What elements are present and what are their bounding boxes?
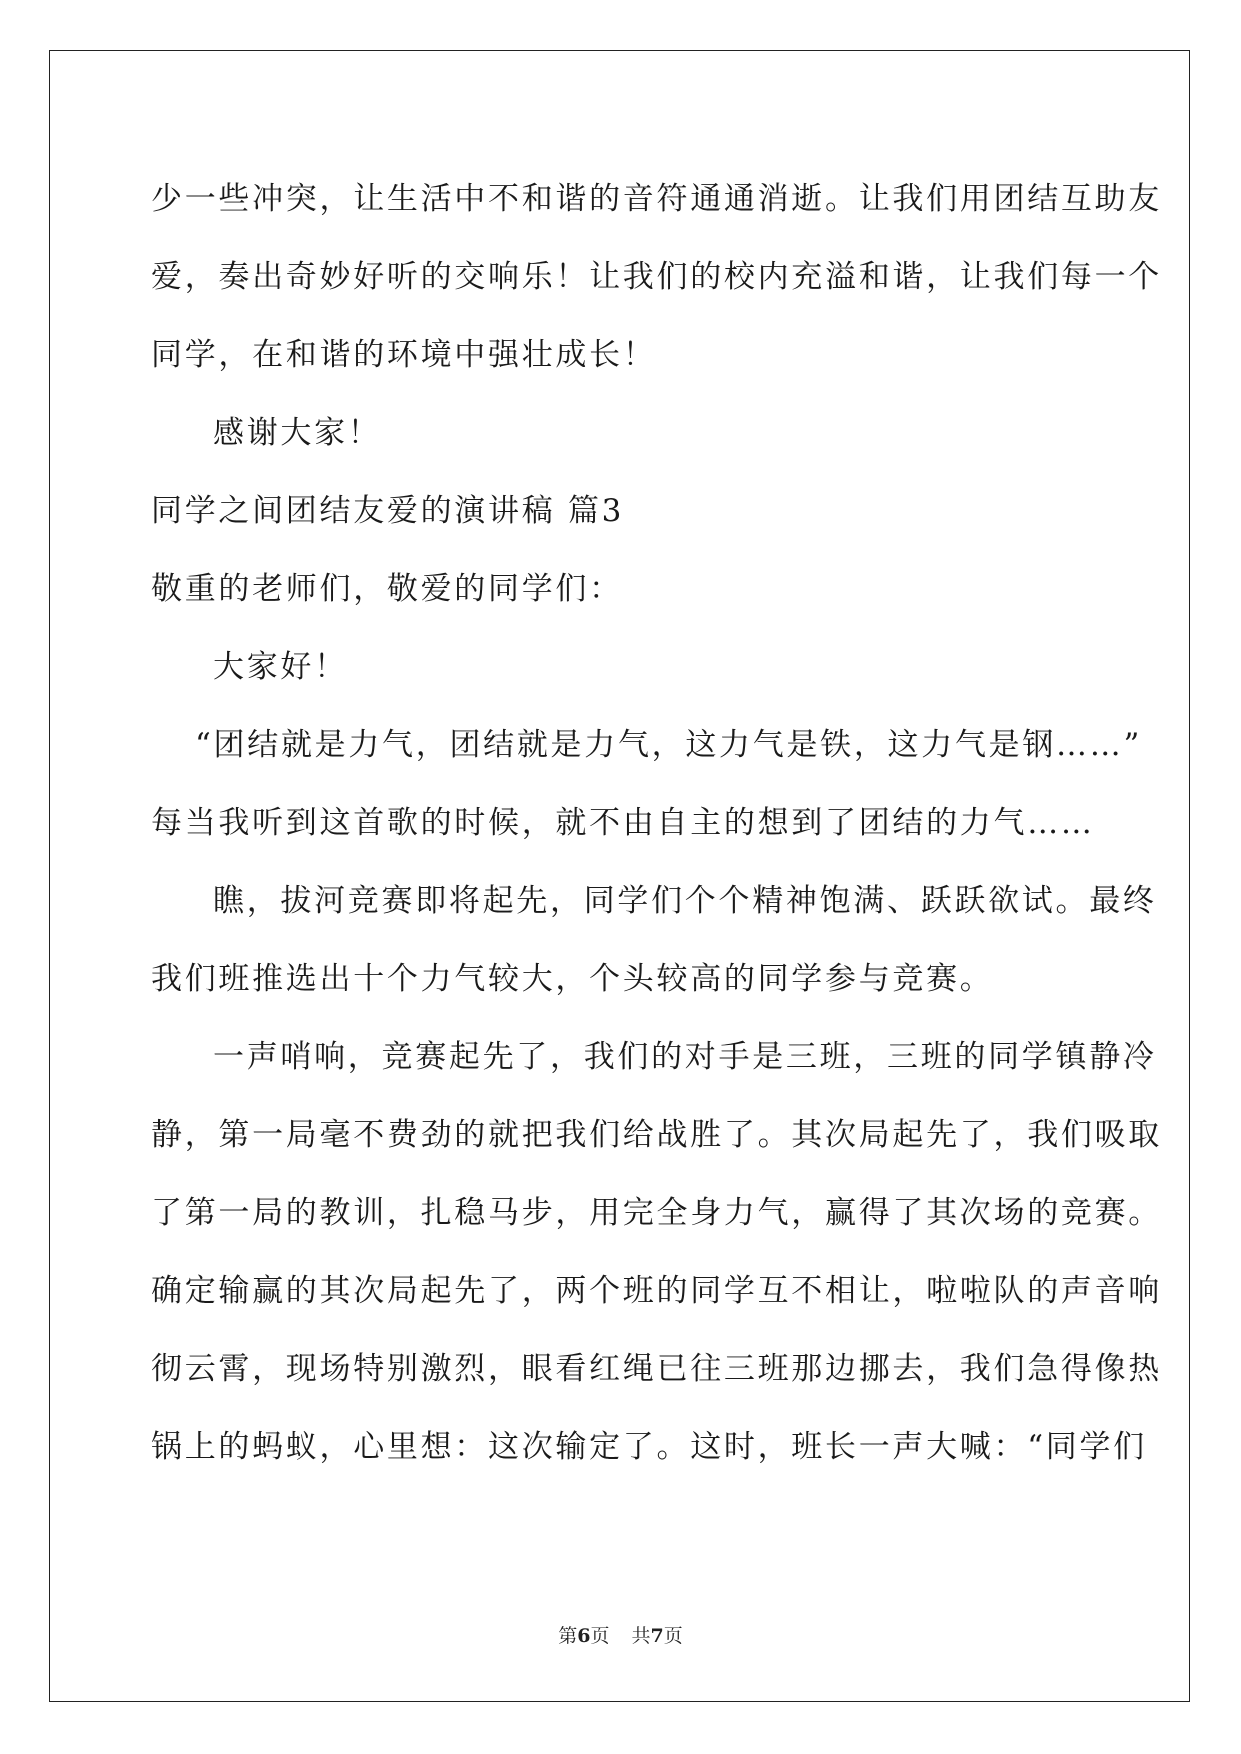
total-page-number: 7	[650, 1625, 664, 1647]
salutation: 敬重的老师们，敬爱的同学们：	[151, 571, 623, 607]
text-line: 感谢大家！	[213, 415, 382, 451]
text-line: 少一些冲突，让生活中不和谐的音符通通消逝。让我们用团结互助友	[151, 181, 1162, 217]
text-line: 了第一局的教训，扎稳马步，用完全身力气，赢得了其次场的竞赛。	[151, 1195, 1162, 1231]
page-prefix: 第	[558, 1625, 578, 1647]
page-footer	[0, 1621, 1241, 1648]
text-line: 我们班推选出十个力气较大，个头较高的同学参与竞赛。	[151, 961, 994, 997]
text-line: 静，第一局毫不费劲的就把我们给战胜了。其次局起先了，我们吸取	[151, 1117, 1162, 1153]
text-line: 确定输赢的其次局起先了，两个班的同学互不相让，啦啦队的声音响	[151, 1273, 1162, 1309]
section-heading: 同学之间团结友爱的演讲稿 篇3	[151, 493, 625, 529]
text-line: 瞧，拔河竞赛即将起先，同学们个个精神饱满、跃跃欲试。最终	[213, 883, 1157, 919]
text-line: 一声哨响，竞赛起先了，我们的对手是三班，三班的同学镇静冷	[213, 1039, 1157, 1075]
page-suffix: 页	[590, 1625, 610, 1647]
document-body	[151, 160, 1162, 1486]
song-quote: “团结就是力气，团结就是力气，这力气是铁，这力气是钢……”	[195, 727, 1142, 763]
text-line: 每当我听到这首歌的时候，就不由自主的想到了团结的力气……	[151, 805, 1095, 841]
text-line: 爱，奏出奇妙好听的交响乐！让我们的校内充溢和谐，让我们每一个	[151, 259, 1162, 295]
text-line: 同学，在和谐的环境中强壮成长！	[151, 337, 657, 373]
total-suffix: 页	[663, 1625, 683, 1647]
text-line: 锅上的蚂蚁，心里想：这次输定了。这时，班长一声大喊：“同学们	[151, 1429, 1147, 1465]
text-line: 彻云霄，现场特别激烈，眼看红绳已往三班那边挪去，我们急得像热	[151, 1351, 1162, 1387]
total-prefix: 共	[631, 1625, 651, 1647]
greeting: 大家好！	[213, 649, 348, 685]
current-page-number: 6	[577, 1625, 591, 1647]
